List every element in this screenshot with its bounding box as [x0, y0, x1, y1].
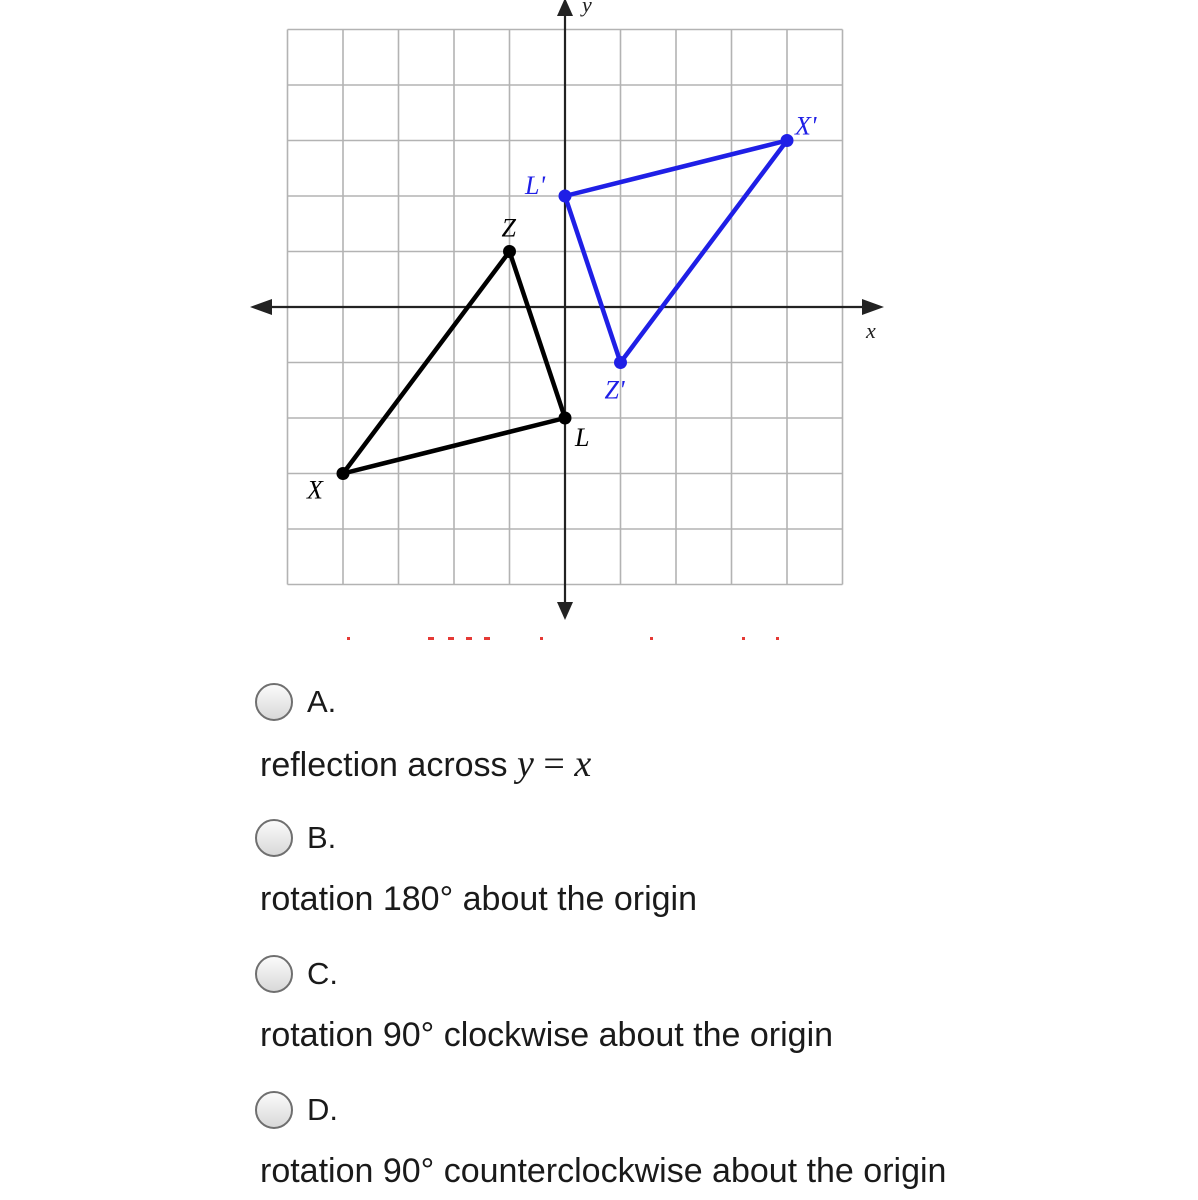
red-dash	[448, 637, 454, 640]
red-dash-marks	[347, 637, 779, 640]
original-vertex	[559, 412, 572, 425]
choice-a-prefix: reflection across	[260, 746, 508, 784]
x-axis-right-arrow	[862, 299, 884, 315]
choice-c-letter: C.	[307, 956, 338, 991]
red-dash	[776, 637, 779, 640]
radio-c[interactable]	[255, 955, 293, 993]
choice-d-letter: D.	[307, 1092, 338, 1127]
image-vertex-label: L'	[525, 171, 546, 200]
radio-d[interactable]	[255, 1091, 293, 1129]
image-triangle	[524, 112, 817, 405]
choice-c-text: rotation 90° clockwise about the origin	[260, 1016, 834, 1054]
image-vertex	[781, 134, 794, 147]
math-equals: =	[543, 743, 565, 785]
choice-a-text	[260, 742, 591, 786]
red-dash	[428, 637, 434, 640]
y-axis-up-arrow	[557, 0, 573, 16]
math-x: x	[574, 743, 592, 785]
y-axis-label: y	[582, 0, 592, 17]
choice-b-letter: B.	[307, 820, 337, 855]
choice-b-text: rotation 180° about the origin	[260, 880, 698, 918]
original-vertex-label: X	[307, 475, 323, 505]
radio-a[interactable]	[255, 683, 293, 721]
math-y: y	[517, 743, 534, 785]
choice-a-math	[517, 743, 591, 785]
red-dash	[540, 637, 543, 640]
original-vertex-label: L	[575, 423, 590, 452]
x-axis-label: x	[866, 318, 876, 343]
red-dash	[484, 637, 490, 640]
red-dash	[742, 637, 745, 640]
image-vertex-label: Z'	[604, 375, 625, 405]
choice-d[interactable]	[255, 1091, 338, 1129]
image-vertex-label: X'	[795, 111, 817, 141]
red-dash	[347, 637, 350, 640]
choice-a-letter: A.	[307, 684, 337, 719]
red-dash	[466, 637, 472, 640]
original-vertex-label: Z	[501, 213, 516, 243]
original-vertex	[337, 467, 350, 480]
original-triangle	[306, 214, 589, 505]
red-dash	[650, 637, 653, 640]
axes	[250, 0, 884, 620]
y-axis-down-arrow	[557, 602, 573, 620]
radio-b[interactable]	[255, 819, 293, 857]
original-vertex	[503, 245, 516, 258]
x-axis-left-arrow	[250, 299, 272, 315]
choice-c[interactable]	[255, 955, 338, 993]
choice-b[interactable]	[255, 819, 336, 857]
choice-a[interactable]	[255, 683, 336, 721]
choice-d-text: rotation 90° counterclockwise about the origin	[260, 1152, 947, 1190]
image-vertex	[559, 190, 572, 203]
image-vertex	[614, 356, 627, 369]
